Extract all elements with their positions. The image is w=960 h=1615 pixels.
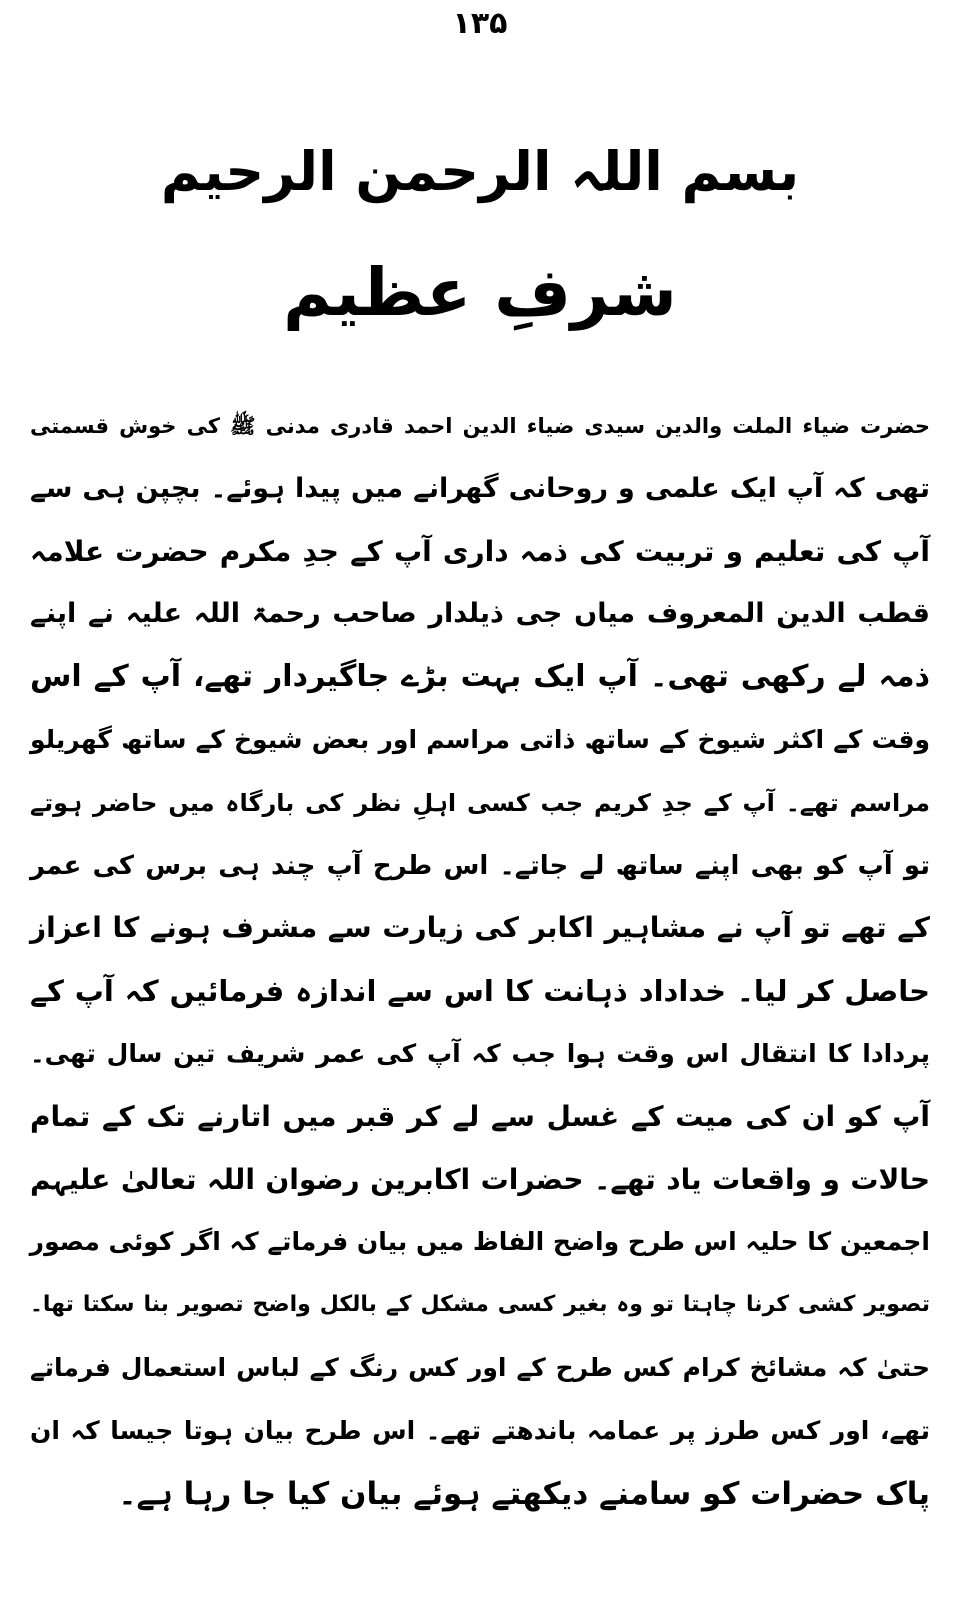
text-line: وقت کے اکثر شیوخ کے ساتھ ذاتی مراسم اور بعض شیوخ کے ساتھ گھریلو (30, 724, 930, 754)
page-number: ۱۳۵ (452, 6, 508, 41)
text-line: تھی کہ آپ ایک علمی و روحانی گھرانے میں پیدا ہوئے۔ بچپن ہی سے (30, 472, 930, 504)
text-line: تو آپ کو بھی اپنے ساتھ لے جاتے۔ اس طرح آپ چند ہی برس کی عمر (30, 850, 930, 881)
text-line: تصویر کشی کرنا چاہتا تو وہ بغیر کسی مشکل کے بالکل واضح تصویر بنا سکتا تھا۔ (30, 1292, 930, 1318)
basmala-heading: بسم اللہ الرحمن الرحیم (160, 140, 800, 203)
text-line: حتیٰ کہ مشائخ کرام کس طرح کے اور کس رنگ کے لباس استعمال فرماتے (30, 1352, 930, 1382)
text-line: حضرت ضیاء الملت والدین سیدی ضیاء الدین احمد قادری مدنی ﷺ کی خوش قسمتی (30, 414, 930, 438)
text-line: کے تھے تو آپ نے مشاہیر اکابر کی زیارت سے مشرف ہونے کا اعزاز (30, 911, 930, 945)
text-line: حالات و واقعات یاد تھے۔ حضرات اکابرین رضوان اللہ تعالیٰ علیہم (30, 1162, 930, 1196)
text-line: آپ کو ان کی میت کے غسل سے لے کر قبر میں اتارنے تک کے تمام (30, 1099, 930, 1133)
text-line: پردادا کا انتقال اس وقت ہوا جب کہ آپ کی عمر شریف تین سال تھی۔ (30, 1038, 930, 1068)
text-line: حاصل کر لیا۔ خداداد ذہانت کا اس سے اندازہ فرمائیں کہ آپ کے (30, 974, 930, 1009)
body-paragraph (30, 395, 930, 1525)
text-line: قطب الدین المعروف میاں جی ذیلدار صاحب رحمۃ اللہ علیہ نے اپنے (30, 598, 930, 630)
text-line: مراسم تھے۔ آپ کے جدِ کریم جب کسی اہلِ نظر کی بارگاہ میں حاضر ہوتے (30, 788, 930, 817)
text-line: تھے، اور کس طرز پر عمامہ باندھتے تھے۔ اس طرح بیان ہوتا جیسا کہ ان (30, 1415, 930, 1445)
chapter-title: شرفِ عظیم (283, 254, 677, 331)
text-line: پاک حضرات کو سامنے دیکھتے ہوئے بیان کیا جا رہا ہے۔ (118, 1475, 930, 1512)
text-line: ذمہ لے رکھی تھی۔ آپ ایک بہت بڑے جاگیردار تھے، آپ کے اس (30, 659, 930, 695)
text-line: اجمعین کا حلیہ اس طرح واضح الفاظ میں بیان فرماتے کہ اگر کوئی مصور (29, 1227, 930, 1257)
text-line: آپ کی تعلیم و تربیت کی ذمہ داری آپ کے جدِ مکرم حضرت علامہ (30, 534, 930, 568)
